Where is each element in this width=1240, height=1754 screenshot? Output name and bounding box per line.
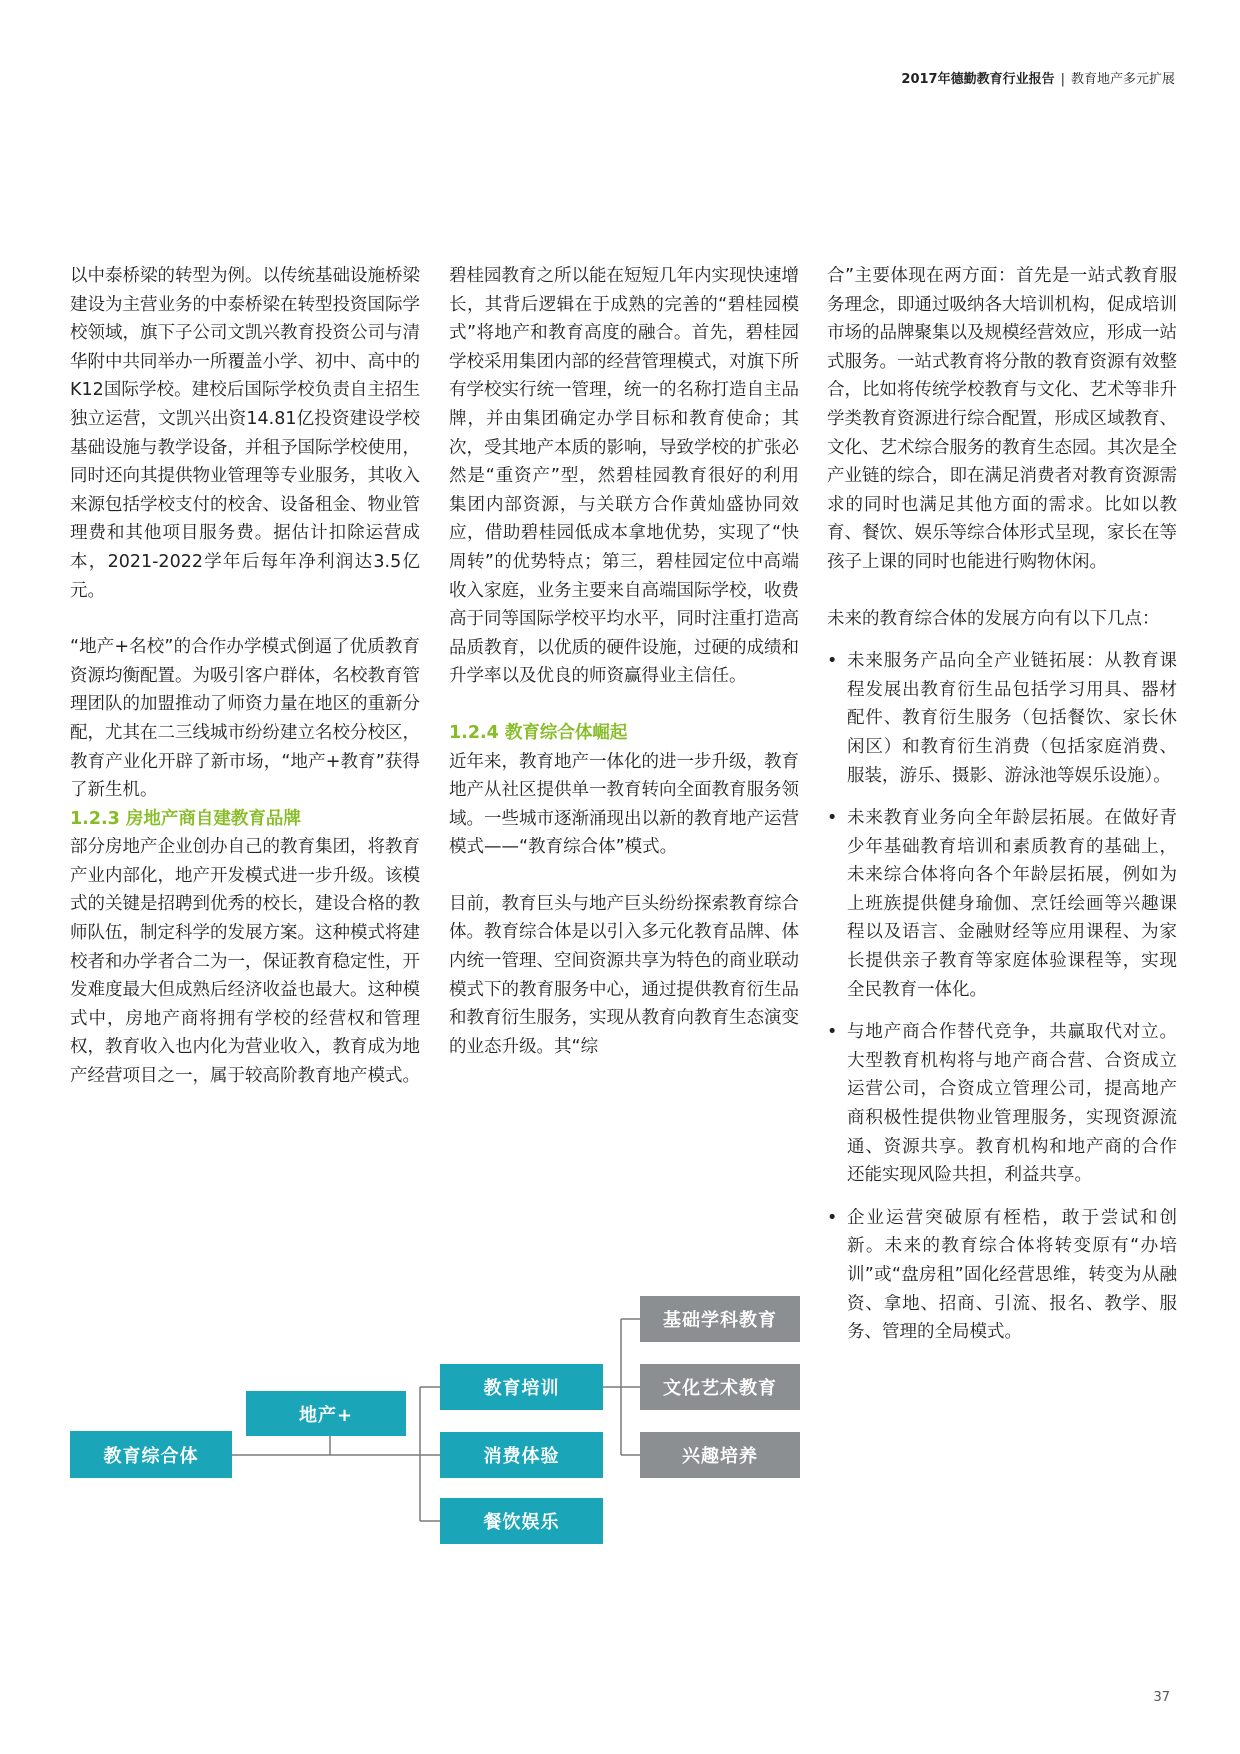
bullet-item: • 未来服务产品向全产业链拓展：从教育课程发展出教育衍生品包括学习用具、器材配件、教育衍生服务（包括餐饮、家长休闲区）和教育衍生消费（包括家庭消费、服装，游乐、摄影、游泳池等娱乐设施）。 [827,647,1177,790]
paragraph: 目前，教育巨头与地产巨头纷纷探索教育综合体。教育综合体是以引入多元化教育品牌、体内统一管理、空间资源共享为特色的商业联动模式下的教育服务中心，通过提供教育衍生品和教育衍生服务，实现从教育向教育生态演变的业态升级。其“综 [449,893,799,1057]
report-title: 2017年德勤教育行业报告 [901,72,1055,87]
node-basic-subject-education: 基础学科教育 [640,1296,800,1342]
section-heading: 1.2.3 房地产商自建教育品牌 [70,808,301,829]
node-education-complex: 教育综合体 [70,1431,232,1478]
paragraph: 部分房地产企业创办自己的教育集团，将教育产业内部化，地产开发模式进一步升级。该模式的关键是招聘到优秀的校长，建设合格的教师队伍，制定科学的发展方案。这种模式将建校者和办学者合二为一，保证教育稳定性，开发难度最大但成熟后经济收益也最大。这种模式中，房地产商将拥有学校的经营权和管理权，教育收入也内化为营业收入，教育成为地产经营项目之一，属于较高阶教育地产模式。 [70,837,420,1087]
node-culture-arts-education: 文化艺术教育 [640,1364,800,1410]
paragraph: 碧桂园教育之所以能在短短几年内实现快速增长，其背后逻辑在于成熟的完善的“碧桂园模式”将地产和教育高度的融合。首先，碧桂园学校采用集团内部的经营管理模式，对旗下所有学校实行统一管理，统一的名称打造自主品牌，并由集团确定办学目标和教育使命；其次，受其地产本质的影响，导致学校的扩张必然是“重资产”型，然碧桂园教育很好的利用集团内部资源，与关联方合作黄灿盛协同效应，借助碧桂园低成本拿地优势，实现了“快周转”的优势特点；第三，碧桂园定位中高端收入家庭，业务主要来自高端国际学校，收费高于同等国际学校平均水平，同时注重打造高品质教育，以优质的硬件设施，过硬的成绩和升学率以及优良的师资赢得业主信任。 [449,266,799,687]
paragraph: 合”主要体现在两方面：首先是一站式教育服务理念，即通过吸纳各大培训机构，促成培训市场的品牌聚集以及规模经营效应，形成一站式服务。一站式教育将分散的教育资源有效整合，比如将传统学校教育与文化、艺术等非升学类教育资源进行综合配置，形成区域教育、文化、艺术综合服务的教育生态园。其次是全产业链的综合，即在满足消费者对教育资源需求的同时也满足其他方面的需求。比如以教育、餐饮、娱乐等综合体形式呈现，家长在等孩子上课的同时也能进行购物休闲。 [827,266,1177,572]
paragraph: 近年来，教育地产一体化的进一步升级，教育地产从社区提供单一教育转向全面教育服务领域。一些城市逐渐涌现出以新的教育地产运营模式——“教育综合体”模式。 [449,751,799,858]
node-education-training: 教育培训 [440,1364,603,1410]
node-consumer-experience: 消费体验 [440,1432,603,1478]
bullet-list [827,647,1177,1347]
header-separator: | [1060,72,1065,87]
bullet-item: • 未来教育业务向全年龄层拓展。在做好青少年基础教育培训和素质教育的基础上，未来综合体将向各个年龄层拓展，例如为上班族提供健身瑜伽、烹饪绘画等兴趣课程以及语言、金融财经等应用课程、为家长提供亲子教育等家庭体验课程等，实现全民教育一体化。 [827,804,1177,1004]
paragraph: 未来的教育综合体的发展方向有以下几点： [827,608,1160,629]
column-middle [449,262,799,1061]
section-heading: 1.2.4 教育综合体崛起 [449,722,628,743]
paragraph: 以中泰桥梁的转型为例。以传统基础设施桥梁建设为主营业务的中泰桥梁在转型投资国际学校领域，旗下子公司文凯兴教育投资公司与清华附中共同举办一所覆盖小学、初中、高中的K12国际学校。建校后国际学校负责自主招生独立运营，文凯兴出资14.81亿投资建设学校基础设施与教学设备，并租予国际学校使用，同时还向其提供物业管理等专业服务，其收入来源包括学校支付的校舍、设备租金、物业管理费和其他项目服务费。据估计扣除运营成本，2021-2022学年后每年净利润达3.5亿元。 [70,266,420,601]
column-left [70,262,420,1091]
node-dining-entertainment: 餐饮娱乐 [440,1498,603,1544]
node-real-estate-plus: 地产+ [246,1391,406,1436]
running-header [901,68,1175,87]
column-right [827,262,1177,1347]
bullet-item: • 与地产商合作替代竞争，共赢取代对立。大型教育机构将与地产商合营、合资成立运营公司，合资成立管理公司，提高地产商积极性提供物业管理服务，实现资源流通、资源共享。教育机构和地产商的合作还能实现风险共担，利益共享。 [827,1018,1177,1190]
page-number: 37 [1153,1690,1170,1705]
node-interest-cultivation: 兴趣培养 [640,1432,800,1478]
paragraph: “地产+名校”的合作办学模式倒逼了优质教育资源均衡配置。为吸引客户群体，名校教育管理团队的加盟推动了师资力量在地区的重新分配，尤其在二三线城市纷纷建立名校分校区，教育产业化开辟了新市场，“地产+教育”获得了新生机。 [70,637,420,801]
bullet-item: • 企业运营突破原有桎梏，敢于尝试和创新。未来的教育综合体将转变原有“办培训”或“盘房租”固化经营思维，转变为从融资、拿地、招商、引流、报名、教学、服务、管理的全局模式。 [827,1204,1177,1347]
section-title: 教育地产多元扩展 [1070,72,1175,87]
